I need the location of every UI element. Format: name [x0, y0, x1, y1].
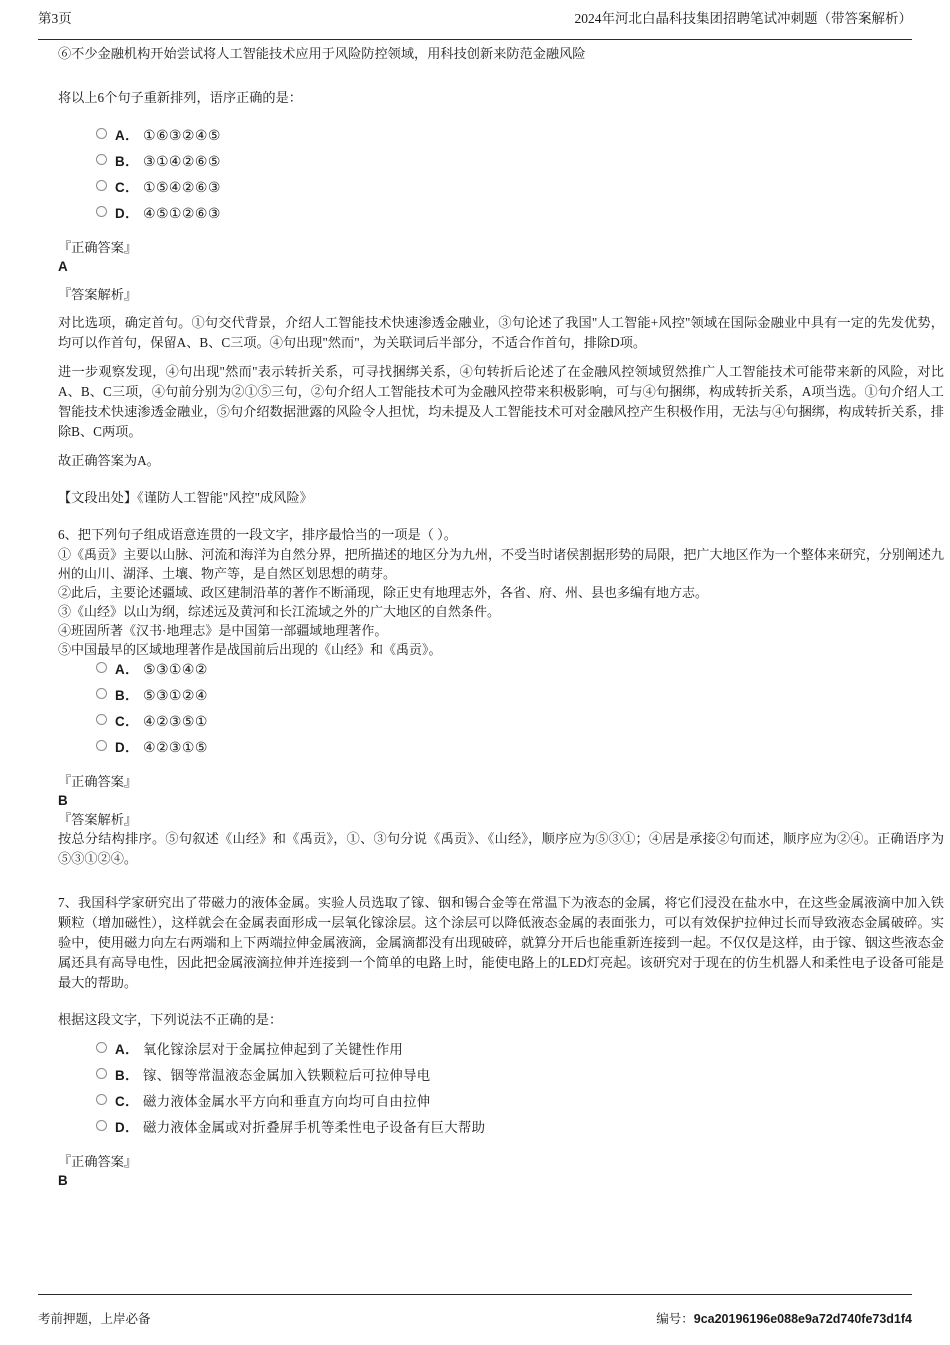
radio-button-icon[interactable] [96, 180, 107, 191]
footer-code [656, 1309, 912, 1327]
option-letter: D． [115, 206, 140, 221]
q5-correct-answer-label: 『正确答案』 [58, 240, 138, 255]
q6-correct-answer-label: 『正确答案』 [58, 774, 138, 789]
option-letter: D． [115, 740, 140, 755]
option-text: ①⑥③②④⑤ [143, 128, 221, 143]
option-text: 磁力液体金属水平方向和垂直方向均可自由拉伸 [143, 1094, 431, 1109]
radio-button-icon[interactable] [96, 1120, 107, 1131]
q5-analysis-paragraph-1: 对比选项，确定首句。①句交代背景，介绍人工智能技术快速渗透金融业，③句论述了我国"人工智能+风控"领域在国际金融业中具有一定的先发优势，均可以作首句，保留A、B、C三项。④句出现"然而"，为关联词后半部分，不适合作首句，排除D项。 [58, 315, 944, 350]
q5-option-b[interactable] [58, 151, 944, 177]
radio-button-icon[interactable] [96, 206, 107, 217]
option-text: ④②③①⑤ [143, 740, 208, 755]
q7-option-list [58, 1039, 944, 1143]
radio-button-icon[interactable] [96, 688, 107, 699]
q6-item-2: ②此后，主要论述疆域、政区建制沿革的著作不断涌现，除正史有地理志外，各省、府、州、县也多编有地方志。 [58, 585, 709, 600]
option-letter: D． [115, 1120, 140, 1135]
option-letter: C． [115, 714, 140, 729]
q6-option-c[interactable] [58, 711, 944, 737]
footer-code-value: 9ca20196196e088e9a72d740fe73d1f4 [693, 1312, 912, 1326]
option-text: ④②③⑤① [143, 714, 208, 729]
q6-option-b[interactable] [58, 685, 944, 711]
q6-correct-answer-value: B [58, 793, 68, 808]
option-text: ④⑤①②⑥③ [143, 206, 221, 221]
radio-button-icon[interactable] [96, 128, 107, 139]
q5-option-c[interactable] [58, 177, 944, 203]
radio-button-icon[interactable] [96, 1042, 107, 1053]
q6-option-a[interactable] [58, 659, 944, 685]
option-letter: C． [115, 1094, 140, 1109]
option-text: ③①④②⑥⑤ [143, 154, 221, 169]
option-letter: B． [115, 1068, 140, 1083]
radio-button-icon[interactable] [96, 740, 107, 751]
q7-correct-answer-value: B [58, 1173, 68, 1188]
option-text: 磁力液体金属或对折叠屏手机等柔性电子设备有巨大帮助 [143, 1120, 486, 1135]
q6-analysis-label: 『答案解析』 [58, 812, 138, 827]
q5-option-a[interactable] [58, 125, 944, 151]
q7-prompt: 根据这段文字，下列说法不正确的是： [58, 1012, 283, 1027]
q5-analysis-conclusion: 故正确答案为A。 [58, 453, 160, 468]
radio-button-icon[interactable] [96, 1094, 107, 1105]
q6-item-3: ③《山经》以山为纲，综述远及黄河和长江流域之外的广大地区的自然条件。 [58, 604, 501, 619]
radio-button-icon[interactable] [96, 1068, 107, 1079]
option-text: ①⑤④②⑥③ [143, 180, 221, 195]
document-title: 2024年河北白晶科技集团招聘笔试冲刺题（带答案解析） [574, 11, 912, 26]
q5-prompt: 将以上6个句子重新排列，语序正确的是： [58, 90, 302, 105]
page-footer [38, 1294, 912, 1327]
q7-correct-answer-label: 『正确答案』 [58, 1154, 138, 1169]
q5-correct-answer-value: A [58, 259, 68, 274]
q7-option-b[interactable] [58, 1065, 944, 1091]
q5-analysis-paragraph-2: 进一步观察发现，④句出现"然而"表示转折关系，可寻找捆绑关系，④句转折后论述了在金融风控领域贸然推广人工智能技术可能带来新的风险，对比A、B、C三项，④句前分别为②①⑤三句，②句介绍人工智能技术可为金融风控带来积极影响，可与④句捆绑，构成转折关系，A项当选。①句介绍人工智能技术快速渗透金融业，⑤句介绍数据泄露的风险令人担忧，均未提及人工智能技术可对金融风控产生积极作用，无法与④句捆绑，构成转折关系，排除B、C两项。 [58, 364, 944, 439]
option-letter: B． [115, 688, 140, 703]
page-header [38, 10, 912, 40]
q5-item-6: ⑥不少金融机构开始尝试将人工智能技术应用于风险防控领域，用科技创新来防范金融风险 [58, 46, 586, 61]
radio-button-icon[interactable] [96, 154, 107, 165]
footer-code-label: 编号： [656, 1312, 694, 1326]
option-text: 氧化镓涂层对于金属拉伸起到了关键性作用 [143, 1042, 404, 1057]
q7-option-d[interactable] [58, 1117, 944, 1143]
q7-stem: 7、我国科学家研究出了带磁力的液体金属。实验人员选取了镓、铟和锡合金等在常温下为液态的金属，将它们浸没在盐水中，在这些金属液滴中加入铁颗粒（增加磁性），这样就会在金属表面形成一层氧化镓涂层。这个涂层可以降低液态金属的表面张力，可以有效保护拉伸过长而导致液态金属破碎。实验中，使用磁力向左右两端和上下两端拉伸金属液滴，金属滴都没有出现破碎，就算分开后也能重新连接到一起。不仅仅是这样，由于镓、铟这些液态金属还具有高导电性，因此把金属液滴拉伸并连接到一个简单的电路上时，能使电路上的LED灯亮起。该研究对于现在的仿生机器人和柔性电子设备可能是最大的帮助。 [58, 895, 944, 990]
option-text: ⑤③①④② [143, 662, 208, 677]
q6-analysis-paragraph: 按总分结构排序。⑤句叙述《山经》和《禹贡》，①、③句分说《禹贡》、《山经》，顺序应为⑤③①；④居是承接②句而述，顺序应为②④。正确语序为⑤③①②④。 [58, 831, 944, 866]
q7-option-c[interactable] [58, 1091, 944, 1117]
q6-item-5: ⑤中国最早的区域地理著作是战国前后出现的《山经》和《禹贡》。 [58, 642, 442, 657]
q5-source-line: 【文段出处】《谨防人工智能"风控"成风险》 [58, 490, 313, 505]
document-body [58, 44, 944, 1190]
radio-button-icon[interactable] [96, 662, 107, 673]
q5-option-d[interactable] [58, 203, 944, 229]
option-letter: A． [115, 128, 140, 143]
page-number-label: 第3页 [38, 11, 72, 26]
option-letter: C． [115, 180, 140, 195]
q6-option-d[interactable] [58, 737, 944, 763]
q5-option-list [58, 125, 944, 229]
radio-button-icon[interactable] [96, 714, 107, 725]
q6-stem: 6、把下列句子组成语意连贯的一段文字，排序最恰当的一项是（ ）。 [58, 527, 457, 542]
option-letter: A． [115, 1042, 140, 1057]
q5-analysis-label: 『答案解析』 [58, 287, 138, 302]
q6-option-list [58, 659, 944, 763]
option-text: ⑤③①②④ [143, 688, 208, 703]
footer-slogan: 考前押题，上岸必备 [38, 1312, 151, 1326]
option-text: 镓、铟等常温液态金属加入铁颗粒后可拉伸导电 [143, 1068, 431, 1083]
q7-option-a[interactable] [58, 1039, 944, 1065]
q6-item-1: ①《禹贡》主要以山脉、河流和海洋为自然分界，把所描述的地区分为九州，不受当时诸侯割据形势的局限，把广大地区作为一个整体来研究，分别阐述九州的山川、湖泽、土壤、物产等，是自然区划思想的萌芽。 [58, 547, 944, 581]
q6-item-4: ④班固所著《汉书·地理志》是中国第一部疆域地理著作。 [58, 623, 388, 638]
option-letter: A． [115, 662, 140, 677]
option-letter: B． [115, 154, 140, 169]
